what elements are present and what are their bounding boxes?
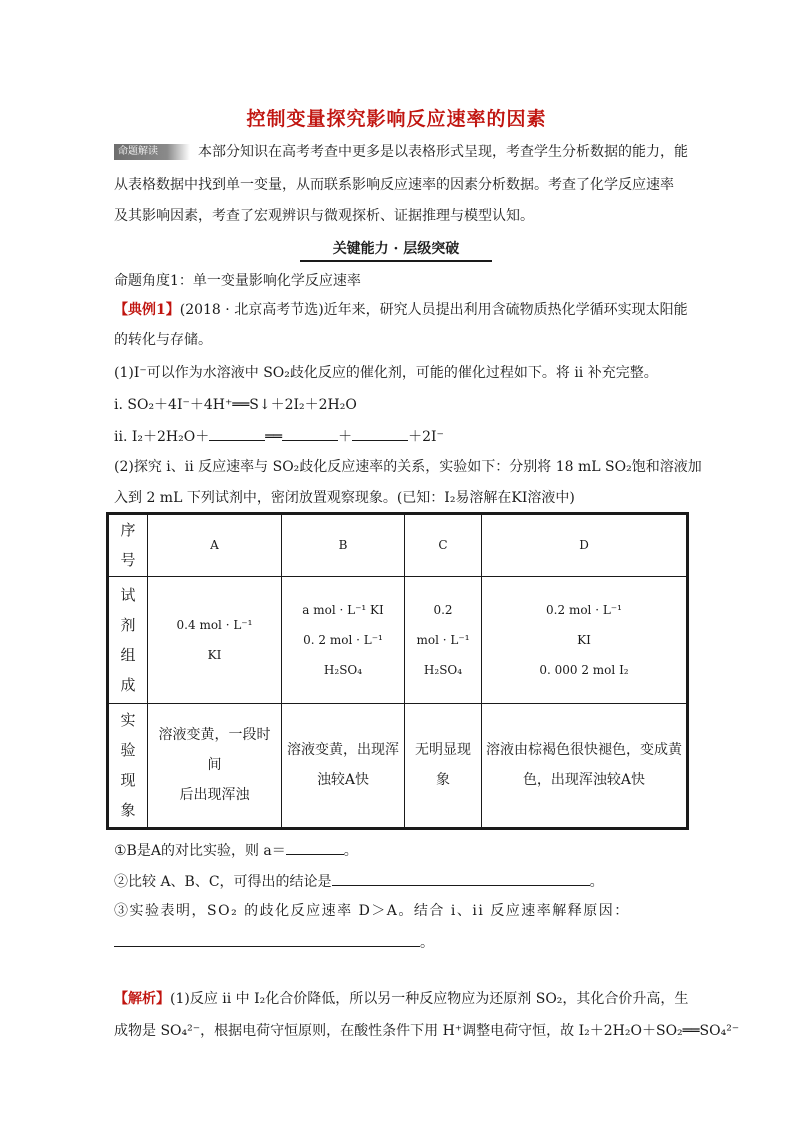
analysis-line-2: 成物是 SO₄²⁻，根据电荷守恒原则，在酸性条件下用 H⁺调整电荷守恒，故 I₂＋2H₂O＋SO₂══SO₄²⁻ bbox=[114, 1023, 740, 1039]
experiment-table bbox=[106, 512, 689, 830]
cell-reagent-d: 0.2 mol · L⁻¹ KI 0. 000 2 mol I₂ bbox=[482, 576, 688, 703]
cell-phenomenon-c: 无明显现 象 bbox=[405, 703, 482, 828]
row-header-reagent: 试剂组成 bbox=[108, 576, 148, 703]
cell-reagent-b: a mol · L⁻¹ KI 0. 2 mol · L⁻¹ H₂SO₄ bbox=[282, 576, 405, 703]
equation-ii-plus: ＋ bbox=[338, 429, 353, 445]
intro-line-1: 本部分知识在高考考查中更多是以表格形式呈现，考查学生分析数据的能力，能 bbox=[198, 144, 688, 160]
blank-conclusion[interactable] bbox=[332, 871, 590, 886]
row-header-id: 序号 bbox=[108, 514, 148, 577]
sub-question-1 bbox=[114, 840, 358, 860]
analysis-label: 【解析】 bbox=[114, 991, 170, 1007]
row-header-phenomenon: 实验现象 bbox=[108, 703, 148, 828]
question-2-line-1: (2)探究 i、ii 反应速率与 SO₂歧化反应速率的关系，实验如下：分别将 18 mL SO₂饱和溶液加 bbox=[114, 459, 702, 475]
question-2-line-2: 入到 2 mL 下列试剂中，密闭放置观察现象。(已知：I₂易溶解在KI溶液中) bbox=[114, 490, 575, 506]
blank-1[interactable] bbox=[209, 426, 265, 441]
sub-question-1-text: ①B是A的对比实验，则 a＝ bbox=[114, 843, 286, 859]
example-intro: (2018 · 北京高考节选)近年来，研究人员提出利用含硫物质热化学循环实现太阳能 bbox=[179, 302, 688, 318]
table-row-ids bbox=[108, 514, 688, 577]
analysis-text-1: (1)反应 ii 中 I₂化合价降低，所以另一种反应物应为还原剂 SO₂，其化合价升高，生 bbox=[170, 991, 689, 1007]
sub-question-3-end: 。 bbox=[420, 935, 434, 951]
example-label: 【典例1】 bbox=[114, 302, 180, 318]
page-title: 控制变量探究影响反应速率的因素 bbox=[246, 108, 547, 130]
table-row-phenomena bbox=[108, 703, 688, 828]
cell-reagent-c: 0.2 mol · L⁻¹ H₂SO₄ bbox=[405, 576, 482, 703]
equation-ii bbox=[114, 426, 444, 446]
blank-3[interactable] bbox=[352, 426, 408, 441]
intro-line-3: 及其影响因素，考查了宏观辨识与微观探析、证据推理与模型认知。 bbox=[114, 208, 534, 224]
blank-reason[interactable] bbox=[114, 932, 420, 947]
cell-id-b: B bbox=[282, 514, 405, 577]
question-angle: 命题角度1：单一变量影响化学反应速率 bbox=[114, 273, 361, 289]
equation-ii-equals: ══ bbox=[265, 429, 283, 445]
example-line-1 bbox=[114, 301, 688, 319]
sub-question-3-answer bbox=[114, 932, 434, 952]
analysis-line-1 bbox=[114, 990, 688, 1008]
cell-id-c: C bbox=[405, 514, 482, 577]
cell-reagent-a: 0.4 mol · L⁻¹ KI bbox=[148, 576, 282, 703]
section-heading: 关键能力 · 层级突破 bbox=[300, 238, 492, 262]
cell-phenomenon-a: 溶液变黄，一段时间 后出现浑浊 bbox=[148, 703, 282, 828]
cell-id-a: A bbox=[148, 514, 282, 577]
topic-interpretation-badge: 命题解读 bbox=[114, 144, 190, 160]
example-line-2: 的转化与存储。 bbox=[114, 332, 212, 348]
cell-id-d: D bbox=[482, 514, 688, 577]
sub-question-1-end: 。 bbox=[343, 843, 358, 859]
blank-2[interactable] bbox=[282, 426, 338, 441]
cell-phenomenon-d: 溶液由棕褐色很快褪色，变成黄 色，出现浑浊较A快 bbox=[482, 703, 688, 828]
blank-a[interactable] bbox=[286, 840, 344, 855]
sub-question-2-text: ②比较 A、B、C，可得出的结论是 bbox=[114, 874, 332, 890]
intro-line-2: 从表格数据中找到单一变量，从而联系影响反应速率的因素分析数据。考查了化学反应速率 bbox=[114, 177, 674, 193]
equation-ii-start: ii. I₂＋2H₂O＋ bbox=[114, 429, 210, 445]
cell-phenomenon-b: 溶液变黄，出现浑 浊较A快 bbox=[282, 703, 405, 828]
question-1: (1)I⁻可以作为水溶液中 SO₂歧化反应的催化剂，可能的催化过程如下。将 ii 补充完整。 bbox=[114, 365, 658, 381]
sub-question-2-end: 。 bbox=[589, 874, 604, 890]
sub-question-2 bbox=[114, 871, 604, 891]
equation-ii-end: ＋2I⁻ bbox=[408, 429, 444, 445]
equation-i: i. SO₂＋4I⁻＋4H⁺══S↓＋2I₂＋2H₂O bbox=[114, 397, 357, 413]
table-row-reagents bbox=[108, 576, 688, 703]
sub-question-3: ③实验表明，SO₂ 的歧化反应速率 D＞A。结合 i、ii 反应速率解释原因： bbox=[114, 903, 630, 919]
